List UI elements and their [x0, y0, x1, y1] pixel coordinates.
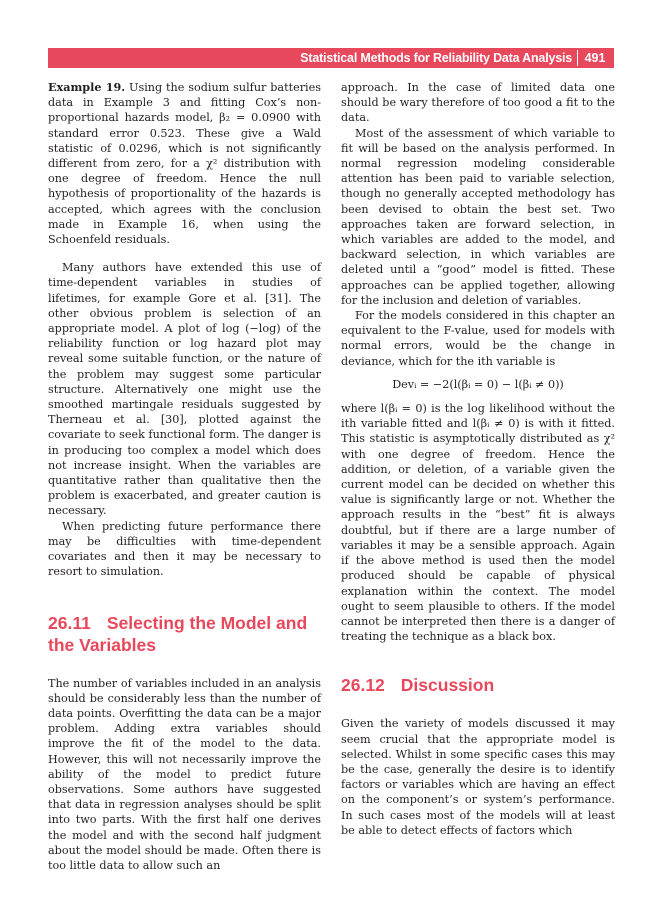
header-divider [577, 50, 578, 66]
limited-data-paragraph: approach. In the case of limited data one should be wary therefore of too good a fit to the data. [341, 81, 615, 125]
prediction-paragraph: When predicting future performance there may be difficulties with time-dependent covariates and then it may be necessary to resort to simulation. [48, 519, 321, 579]
running-header-title: Statistical Methods for Reliability Data Analysis [300, 51, 572, 65]
deviance-paragraph: For the models considered in this chapter an equivalent to the F-value, used for models with normal errors, would be the change in deviance, which for the ith variable is [341, 309, 615, 368]
section-title: Selecting the Model and the Variables [48, 612, 308, 655]
time-dependent-paragraph: Many authors have extended this use of time-dependent variables in studies of lifetimes, for example Gore et al. [31]. The other obvious problem is selection of an appropriate model. A plot of log (−log) of the reliability function or log hazard plot may reveal some suitable function, or the nature of the problem may suggest some particular structure. Alternatively one might use the smoothed martingale residuals suggested by Therneau et al. [30], plotted against the covariate to seek functional form. The danger is in producing too complex a model which does not increase insight. When the variables are quantitative rather than qualitative then the problem is exacerbated, and greater caution is necessary. [48, 261, 321, 518]
example-label: Example 19. [48, 80, 126, 94]
deviance-equation: Devᵢ = −2(l(βᵢ = 0) − l(βᵢ ≠ 0)) [392, 377, 564, 391]
left-column [48, 80, 321, 873]
variables-paragraph: The number of variables included in an analysis should be considerably less than the number of data points. Overfitting the data can be a major problem. Adding extra variables should improve the fit of the model to the data. However, this will not necessarily improve the ability of the model to predict future observations. Some authors have suggested that data in regression analyses should be split into two parts. With the first half one derives the model and with the second half judgment about the model should be made. Often there is too little data to allow such an [48, 676, 321, 872]
section-heading-26-11 [48, 612, 321, 656]
running-header [48, 48, 614, 68]
asymptotic-paragraph: where l(βᵢ = 0) is the log likelihood without the ith variable fitted and l(βᵢ ≠ 0) is with it fitted. This statistic is asymptotically distributed as χ² with one degree of freedom. Hence the addition, or deletion, of a variable given the current model can be decided on whether this value is significantly large or not. Whether the approach results in the “best” fit is always doubtful, but if there are a large number of variables it may be a sensible approach. Again if the above method is used then the model produced should be capable of physical explanation within the context. The model ought to seem plausible to others. If the model cannot be interpreted then there is a danger of treating the technique as a black box. [341, 402, 615, 644]
example-19-paragraph [48, 80, 321, 247]
variable-selection-paragraph: Most of the assessment of which variable to fit will be based on the analysis performed. In normal regression modeling considerable attention has been paid to variable selection, though no generally accepted methodology has been devised to obtain the best set. Two approaches taken are forward selection, in which variables are added to the model, and backward selection, in which variables are deleted until a “good” model is fitted. These approaches can be applied together, allowing for the inclusion and deletion of variables. [341, 126, 615, 307]
discussion-paragraph: Given the variety of models discussed it may seem crucial that the appropriate model is selected. Whilst in some specific cases this may be the case, generally the desire is to identify factors or variables which are having an effect on the component’s or system’s performance. In such cases most of the models will at least be able to detect effects of factors which [341, 717, 615, 837]
section-number: 26.11 [48, 612, 91, 633]
section-number: 26.12 [341, 675, 385, 696]
example-text: Using the sodium sulfur batteries data in Example 3 and fitting Cox’s non-proportional hazards model, β₂ = 0.0900 with standard error 0.523. These give a Wald statistic of 0.0296, which is not significantly different from zero, for a χ² distribution with one degree of freedom. Hence the null hypothesis of proportionality of the hazards is accepted, which agrees with the conclusion made in Example 16, when using the Schoenfeld residuals. [48, 81, 321, 247]
page-number: 491 [584, 51, 606, 65]
section-heading-26-12 [341, 674, 615, 696]
section-title: Discussion [400, 675, 495, 696]
right-column [341, 80, 615, 838]
